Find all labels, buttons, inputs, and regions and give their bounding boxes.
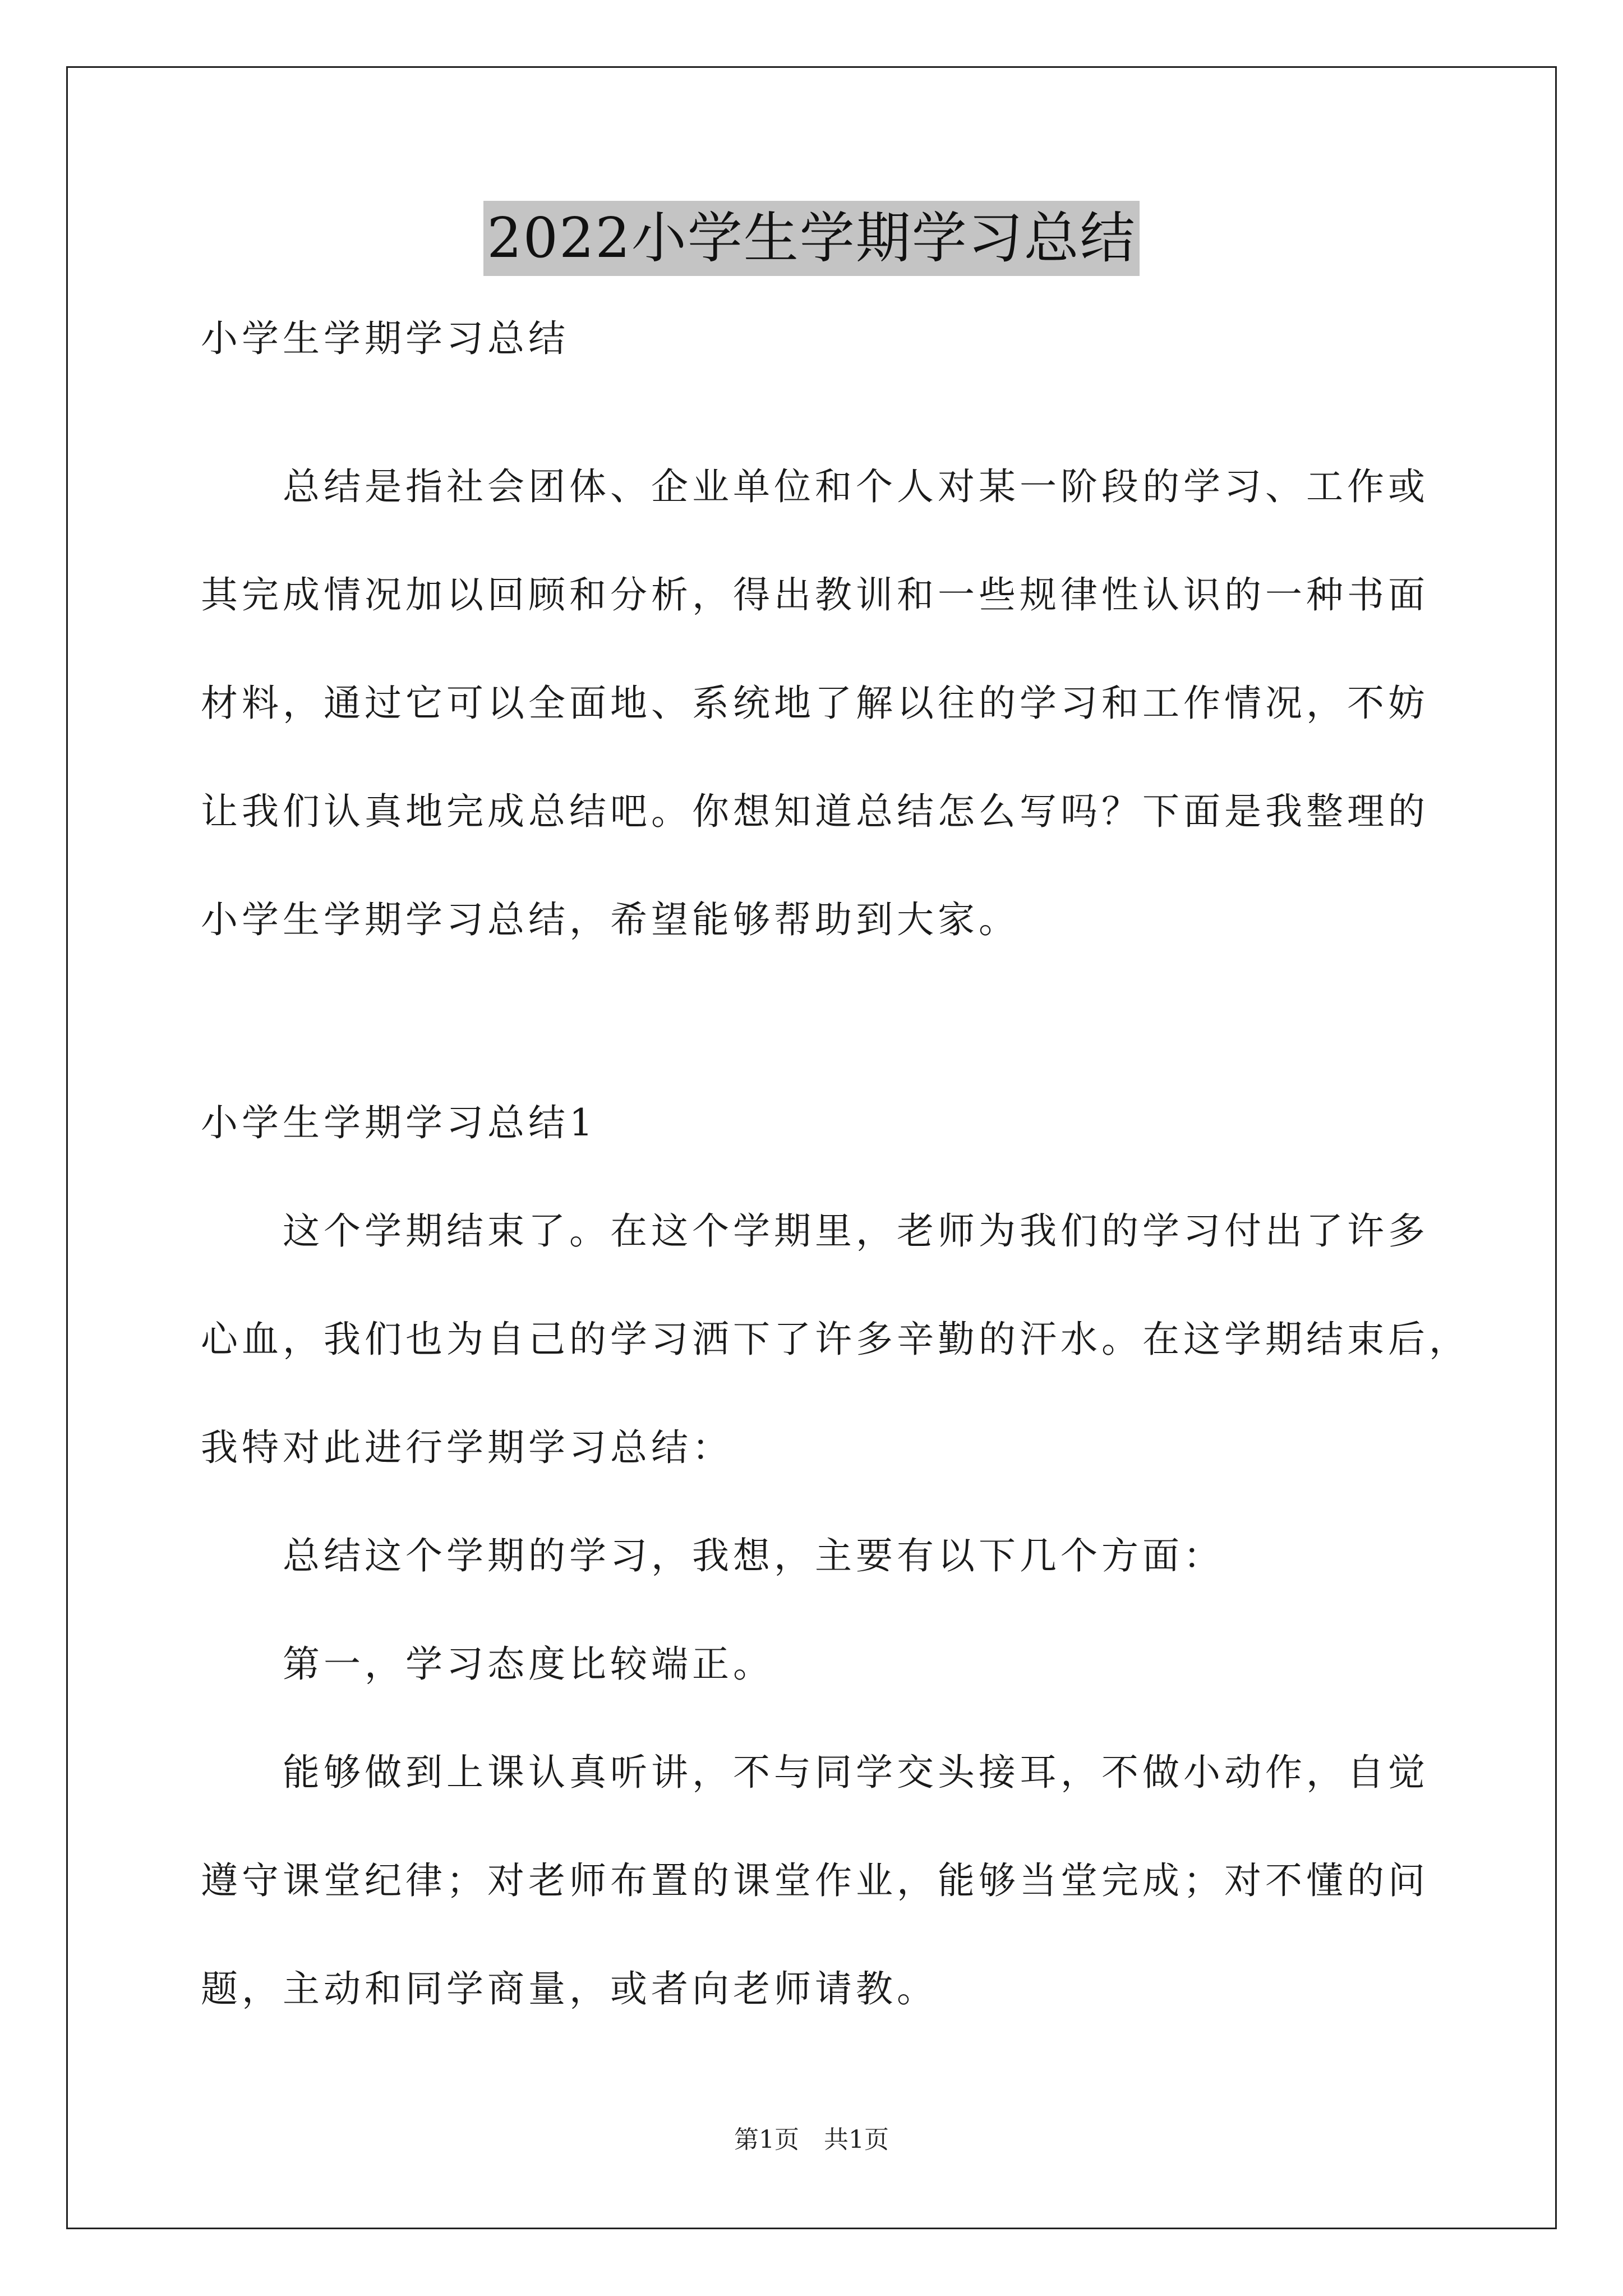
title-container bbox=[0, 201, 1623, 276]
body-line: 小学生学期学习总结，希望能够帮助到大家。 bbox=[201, 898, 1020, 941]
body-line: 材料，通过它可以全面地、系统地了解以往的学习和工作情况，不妨 bbox=[201, 682, 1429, 725]
subtitle-line: 小学生学期学习总结 bbox=[201, 317, 569, 360]
body-line: 第一，学习态度比较端正。 bbox=[201, 1642, 774, 1686]
body-line: 总结是指社会团体、企业单位和个人对某一阶段的学习、工作或 bbox=[201, 465, 1429, 508]
body-line: 遵守课堂纪律；对老师布置的课堂作业，能够当堂完成；对不懂的问 bbox=[201, 1859, 1429, 1902]
section-heading: 小学生学期学习总结1 bbox=[201, 1101, 597, 1144]
page-border bbox=[66, 66, 1557, 2229]
body-line: 总结这个学期的学习，我想，主要有以下几个方面： bbox=[201, 1534, 1224, 1577]
body-line: 心血，我们也为自己的学习洒下了许多辛勤的汗水。在这学期结束后， bbox=[201, 1318, 1470, 1361]
body-line: 这个学期结束了。在这个学期里，老师为我们的学习付出了许多 bbox=[201, 1209, 1429, 1253]
document-title: 2022小学生学期学习总结 bbox=[483, 201, 1139, 276]
body-line: 我特对此进行学期学习总结： bbox=[201, 1426, 733, 1469]
body-line: 题，主动和同学商量，或者向老师请教。 bbox=[201, 1967, 938, 2010]
body-line: 能够做到上课认真听讲，不与同学交头接耳，不做小动作，自觉 bbox=[201, 1751, 1429, 1794]
body-line: 其完成情况加以回顾和分析，得出教训和一些规律性认识的一种书面 bbox=[201, 573, 1429, 616]
body-line: 让我们认真地完成总结吧。你想知道总结怎么写吗？下面是我整理的 bbox=[201, 790, 1429, 833]
page-footer: 第1页 共1页 bbox=[734, 2125, 889, 2154]
